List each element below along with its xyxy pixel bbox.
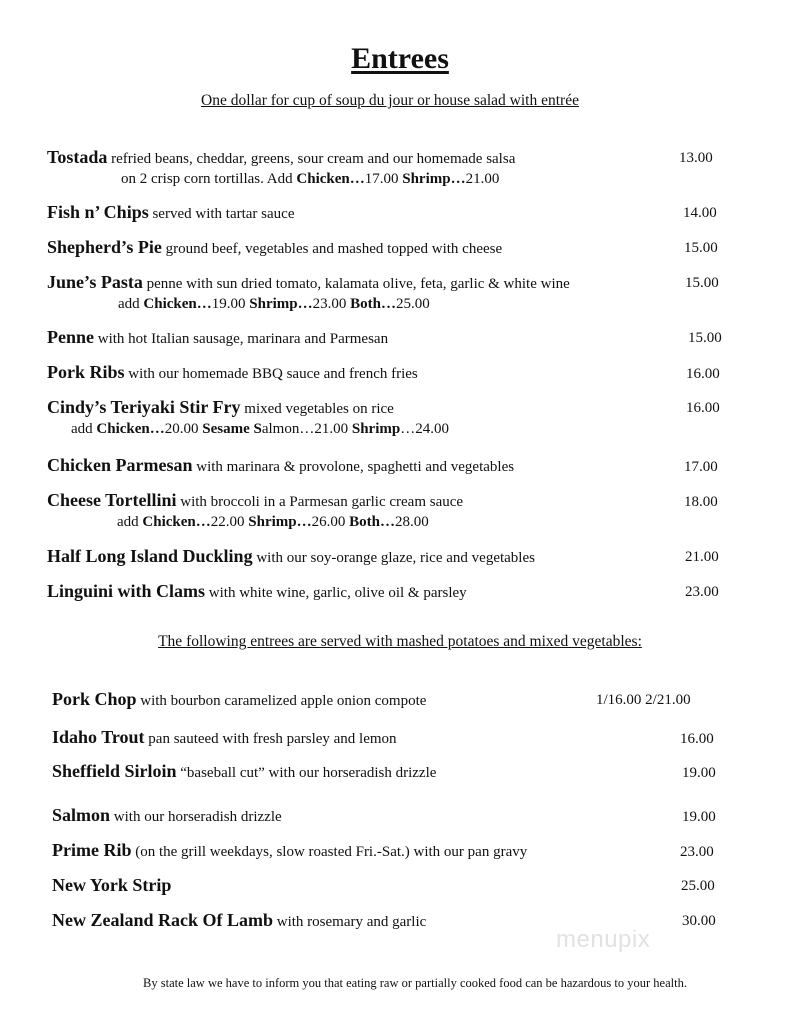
item-description: served with tartar sauce: [148, 206, 295, 222]
item-name: Shepherd’s Pie: [47, 237, 162, 257]
addon-text: 20.00: [164, 421, 203, 437]
item-description: with marinara & provolone, spaghetti and vegetables: [192, 459, 515, 475]
addon-both: Both…: [350, 296, 396, 312]
item-name: Cheese Tortellini: [47, 490, 177, 510]
item-price: 23.00: [680, 844, 714, 860]
item-name: New Zealand Rack Of Lamb: [52, 910, 274, 930]
item-description: with broccoli in a Parmesan garlic cream sauce: [176, 494, 464, 510]
menu-item-sheffield-sirloin: [52, 761, 436, 782]
section-heading-mashed-potatoes: The following entrees are served with mashed potatoes and mixed vegetables:: [158, 633, 642, 650]
addon-chicken: Chicken…: [143, 296, 212, 312]
item-price: 16.00: [686, 400, 720, 416]
item-price: 15.00: [688, 330, 722, 346]
item-description: mixed vegetables on rice: [240, 401, 394, 417]
item-description: with rosemary and garlic: [273, 914, 427, 930]
item-addons: [117, 514, 429, 531]
menu-item-chicken-parmesan: [47, 455, 514, 476]
item-name: Pork Ribs: [47, 362, 125, 382]
menu-item-new-zealand-rack-of-lamb: [52, 910, 426, 931]
item-name: Pork Chop: [52, 689, 137, 709]
item-description: with our homemade BBQ sauce and french fries: [124, 366, 418, 382]
menu-item-pork-ribs: [47, 362, 418, 383]
menu-item-pork-chop: [52, 689, 426, 710]
addon-text: add: [71, 421, 97, 437]
menu-item-cheese-tortellini: [47, 490, 463, 511]
item-price: 30.00: [682, 913, 716, 929]
menu-item-fish-n-chips: [47, 202, 295, 223]
addon-chicken: Chicken…: [296, 171, 365, 187]
item-price: 23.00: [685, 584, 719, 600]
addon-both: Both…: [349, 514, 395, 530]
item-price: 15.00: [685, 275, 719, 291]
addon-chicken: Chicken…: [142, 514, 211, 530]
item-description: with white wine, garlic, olive oil & parsley: [205, 585, 467, 601]
addon-text: 28.00: [394, 514, 429, 530]
addon-text: add: [117, 514, 143, 530]
item-addons: [118, 296, 430, 313]
item-price: 17.00: [684, 459, 718, 475]
menu-item-idaho-trout: [52, 727, 397, 748]
item-price: 19.00: [682, 809, 716, 825]
item-description: with bourbon caramelized apple onion compote: [136, 693, 427, 709]
menu-item-junes-pasta: [47, 272, 570, 293]
addon-shrimp: Shrimp: [351, 421, 401, 437]
addon-text: add: [118, 296, 144, 312]
addon-text: 17.00: [364, 171, 403, 187]
item-name: Prime Rib: [52, 840, 132, 860]
item-name: Chicken Parmesan: [47, 455, 193, 475]
addon-text: 25.00: [395, 296, 430, 312]
item-description: with our soy-orange glaze, rice and vegetables: [252, 550, 535, 566]
item-name: Penne: [47, 327, 94, 347]
item-price: 13.00: [679, 150, 713, 166]
addon-text: 26.00: [311, 514, 350, 530]
item-price: 16.00: [680, 731, 714, 747]
addon-text: almon…21.00: [261, 421, 352, 437]
item-name: Idaho Trout: [52, 727, 145, 747]
item-price: 21.00: [685, 549, 719, 565]
item-addons: [71, 421, 449, 438]
menu-item-penne: [47, 327, 388, 348]
addon-text: 23.00: [312, 296, 351, 312]
raw-food-notice: By state law we have to inform you that eating raw or partially cooked food can be hazardous to your health.: [143, 976, 687, 990]
item-name: New York Strip: [52, 875, 172, 895]
addon-text: 21.00: [465, 171, 500, 187]
addon-shrimp: Shrimp…: [402, 171, 466, 187]
addon-text: 19.00: [211, 296, 250, 312]
item-price: 1/16.00 2/21.00: [596, 692, 691, 708]
menu-item-half-long-island-duckling: [47, 546, 535, 567]
item-description: (on the grill weekdays, slow roasted Fri.-Sat.) with our pan gravy: [131, 844, 528, 860]
addon-shrimp: Shrimp…: [249, 296, 313, 312]
menu-item-cindys-teriyaki-stir-fry: [47, 397, 394, 418]
item-price: 15.00: [684, 240, 718, 256]
item-description: penne with sun dried tomato, kalamata olive, feta, garlic & white wine: [142, 276, 570, 292]
item-name: Salmon: [52, 805, 111, 825]
item-description: refried beans, cheddar, greens, sour cream and our homemade salsa: [107, 151, 516, 167]
soup-salad-note: One dollar for cup of soup du jour or house salad with entrée: [201, 92, 579, 109]
addon-shrimp: Shrimp…: [248, 514, 312, 530]
menu-item-shepherds-pie: [47, 237, 502, 258]
item-addons: [121, 171, 499, 188]
item-price: 19.00: [682, 765, 716, 781]
menu-item-prime-rib: [52, 840, 527, 861]
addon-text: …24.00: [400, 421, 449, 437]
menu-item-tostada: [47, 147, 515, 168]
addon-chicken: Chicken…: [96, 421, 165, 437]
addon-text: 22.00: [210, 514, 249, 530]
addon-text: on 2 crisp corn tortillas. Add: [121, 171, 297, 187]
menu-item-new-york-strip: [52, 875, 171, 896]
item-description: with our horseradish drizzle: [110, 809, 282, 825]
menu-item-salmon: [52, 805, 282, 826]
item-name: Sheffield Sirloin: [52, 761, 177, 781]
item-price: 18.00: [684, 494, 718, 510]
addon-sesame-salmon: Sesame S: [202, 421, 262, 437]
item-name: Linguini with Clams: [47, 581, 206, 601]
item-description: ground beef, vegetables and mashed topped with cheese: [161, 241, 503, 257]
item-name: Cindy’s Teriyaki Stir Fry: [47, 397, 241, 417]
item-name: Tostada: [47, 147, 108, 167]
item-name: June’s Pasta: [47, 272, 143, 292]
page-title: Entrees: [351, 42, 449, 75]
item-description: pan sauteed with fresh parsley and lemon: [144, 731, 397, 747]
item-price: 14.00: [683, 205, 717, 221]
item-description: “baseball cut” with our horseradish drizzle: [176, 765, 437, 781]
menu-item-linguini-with-clams: [47, 581, 467, 602]
item-name: Half Long Island Duckling: [47, 546, 253, 566]
menupix-watermark: menupix: [556, 926, 651, 953]
item-price: 16.00: [686, 366, 720, 382]
item-name: Fish n’ Chips: [47, 202, 149, 222]
item-description: with hot Italian sausage, marinara and Parmesan: [94, 331, 389, 347]
item-price: 25.00: [681, 878, 715, 894]
